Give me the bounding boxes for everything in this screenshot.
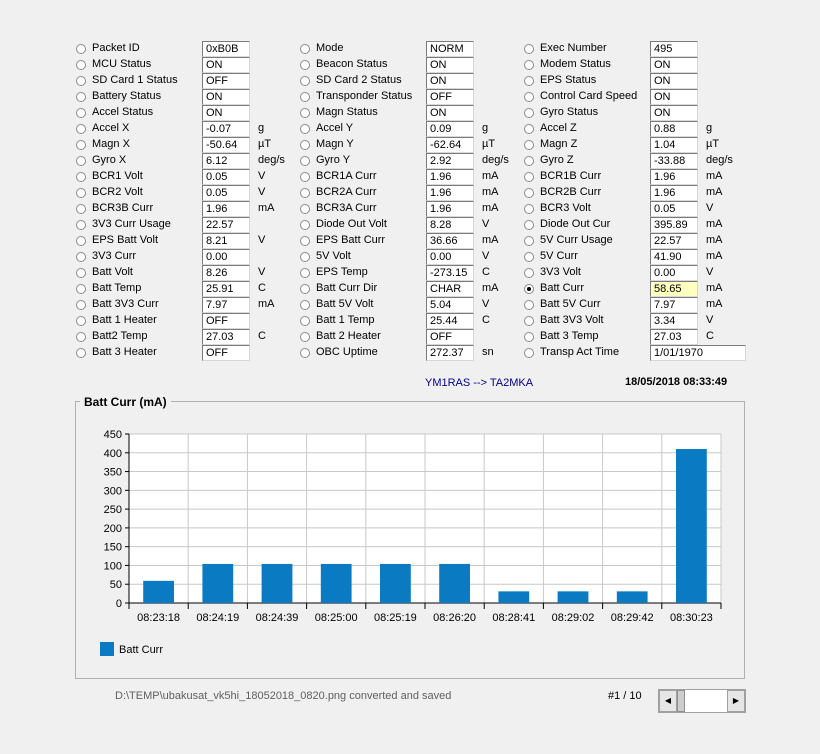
field-value-box: CHAR — [426, 281, 474, 297]
field-value-box: 0.09 — [426, 121, 474, 137]
field-row — [0, 41, 820, 57]
scroll-thumb[interactable] — [677, 690, 685, 712]
field-value-box: 0.00 — [202, 249, 250, 265]
field-label: Batt Temp — [92, 282, 142, 294]
field-label: Batt 3 Temp — [540, 330, 599, 342]
field-value-box: 25.44 — [426, 313, 474, 329]
field-label: BCR2B Curr — [540, 186, 602, 198]
legend-swatch — [100, 642, 114, 656]
x-tick-label: 08:30:23 — [669, 612, 713, 624]
field-radio-button[interactable] — [524, 108, 534, 118]
field-label: EPS Batt Volt — [92, 234, 159, 246]
field-value-box: -62.64 — [426, 137, 474, 153]
y-tick-label: 300 — [103, 485, 122, 498]
x-tick-label: 08:25:00 — [314, 612, 358, 624]
field-radio-button[interactable] — [524, 188, 534, 198]
field-value-box: -0.07 — [202, 121, 250, 137]
field-value-box: 1.96 — [426, 185, 474, 201]
field-unit: g — [258, 122, 265, 134]
bar — [439, 564, 470, 603]
field-radio-button[interactable] — [524, 284, 534, 294]
x-tick-label: 08:26:20 — [433, 612, 477, 624]
field-value-box: NORM — [426, 41, 474, 57]
field-unit: deg/s — [258, 154, 285, 166]
field-unit: mA — [482, 186, 499, 198]
field-label: Batt 3 Heater — [92, 346, 157, 358]
field-label: Batt2 Temp — [92, 330, 148, 342]
x-tick-label: 08:29:42 — [610, 612, 654, 624]
field-unit: mA — [482, 234, 499, 246]
field-unit: C — [482, 266, 490, 278]
field-value-box: 41.90 — [650, 249, 698, 265]
field-value-box: 1.96 — [426, 169, 474, 185]
field-label: 3V3 Volt — [540, 266, 581, 278]
field-value-box: OFF — [202, 345, 250, 361]
field-label: SD Card 1 Status — [92, 74, 178, 86]
field-label: Magn Y — [316, 138, 354, 150]
field-row — [0, 169, 820, 185]
field-row — [0, 217, 820, 233]
field-value-box: -33.88 — [650, 153, 698, 169]
field-unit: V — [706, 314, 714, 326]
field-value-box: 8.21 — [202, 233, 250, 249]
y-tick-label: 400 — [103, 447, 122, 460]
field-label: Accel Status — [92, 106, 154, 118]
field-unit: V — [706, 266, 714, 278]
field-unit: C — [482, 314, 490, 326]
field-value-box: 7.97 — [650, 297, 698, 313]
field-row — [0, 329, 820, 345]
field-unit: V — [258, 234, 266, 246]
bar — [498, 591, 529, 603]
field-value-box: ON — [426, 105, 474, 121]
field-row — [0, 297, 820, 313]
field-label: Batt Curr — [540, 282, 585, 294]
field-label: Batt 3V3 Curr — [92, 298, 159, 310]
field-radio-button[interactable] — [524, 156, 534, 166]
field-label: BCR3B Curr — [92, 202, 154, 214]
field-value-box: 1.96 — [426, 201, 474, 217]
field-label: BCR2A Curr — [316, 186, 377, 198]
page-counter: #1 / 10 — [608, 690, 642, 702]
field-unit: mA — [706, 186, 723, 198]
field-value-box: ON — [202, 105, 250, 121]
field-label: Gyro Status — [540, 106, 599, 118]
field-unit: mA — [258, 298, 275, 310]
field-row — [0, 201, 820, 217]
field-value-box: 25.91 — [202, 281, 250, 297]
field-label: Batt 1 Heater — [92, 314, 157, 326]
field-label: Gyro Y — [316, 154, 351, 166]
field-radio-button[interactable] — [524, 92, 534, 102]
field-unit: mA — [706, 250, 723, 262]
bar — [143, 581, 174, 603]
field-label: Exec Number — [540, 42, 607, 54]
field-unit: mA — [482, 282, 499, 294]
field-value-box: 0.00 — [650, 265, 698, 281]
field-radio-button[interactable] — [524, 76, 534, 86]
field-label: 5V Curr — [540, 250, 578, 262]
field-unit: mA — [706, 170, 723, 182]
field-unit: mA — [706, 218, 723, 230]
field-label: Accel Z — [540, 122, 577, 134]
field-unit: deg/s — [482, 154, 509, 166]
bar — [202, 564, 233, 603]
field-label: EPS Batt Curr — [316, 234, 386, 246]
field-radio-button[interactable] — [524, 204, 534, 214]
field-value-box: 0.88 — [650, 121, 698, 137]
field-row — [0, 89, 820, 105]
field-row — [0, 265, 820, 281]
field-value-box: ON — [650, 73, 698, 89]
field-label: Transp Act Time — [540, 346, 620, 358]
field-unit: C — [258, 282, 266, 294]
field-label: BCR1B Curr — [540, 170, 602, 182]
field-label: Batt 3V3 Volt — [540, 314, 604, 326]
field-unit: mA — [706, 234, 723, 246]
page-scrollbar[interactable] — [658, 689, 746, 713]
callsign-route: YM1RAS --> TA2MKA — [425, 377, 534, 389]
field-value-box: 36.66 — [426, 233, 474, 249]
field-radio-button[interactable] — [524, 124, 534, 134]
field-unit: V — [706, 202, 714, 214]
y-tick-label: 250 — [103, 504, 122, 517]
field-value-box: 0.05 — [202, 169, 250, 185]
field-label: BCR1 Volt — [92, 170, 143, 182]
field-row — [0, 105, 820, 121]
field-row — [0, 73, 820, 89]
status-message: D:\TEMP\ubakusat_vk5hi_18052018_0820.png converted and saved — [115, 690, 452, 702]
field-label: OBC Uptime — [316, 346, 378, 358]
field-value-box: ON — [426, 57, 474, 73]
field-label: Modem Status — [540, 58, 611, 70]
field-unit: mA — [482, 202, 499, 214]
field-unit: V — [482, 250, 490, 262]
field-label: Magn Status — [316, 106, 378, 118]
field-value-box: 1.96 — [650, 169, 698, 185]
field-label: Beacon Status — [316, 58, 388, 70]
field-row — [0, 249, 820, 265]
field-unit: deg/s — [706, 154, 733, 166]
field-radio-button[interactable] — [524, 140, 534, 150]
field-value-box: 0.00 — [426, 249, 474, 265]
field-row — [0, 185, 820, 201]
field-value-box: 8.28 — [426, 217, 474, 233]
y-tick-label: 50 — [109, 579, 122, 592]
field-label: Gyro X — [92, 154, 127, 166]
field-value-box: ON — [650, 57, 698, 73]
field-label: Packet ID — [92, 42, 140, 54]
field-label: BCR1A Curr — [316, 170, 377, 182]
field-label: 5V Volt — [316, 250, 351, 262]
field-value-box: 0.05 — [202, 185, 250, 201]
scroll-left-button[interactable]: ◀ — [659, 690, 677, 712]
field-row — [0, 153, 820, 169]
chart-groupbox — [75, 401, 745, 679]
field-radio-button[interactable] — [524, 252, 534, 262]
field-value-box: 0.05 — [650, 201, 698, 217]
field-unit: V — [258, 170, 266, 182]
field-radio-button[interactable] — [524, 316, 534, 326]
field-radio-button[interactable] — [524, 44, 534, 54]
field-unit: mA — [706, 282, 723, 294]
field-value-box: 495 — [650, 41, 698, 57]
telemetry-grid — [0, 0, 820, 370]
field-label: Diode Out Cur — [540, 218, 611, 230]
y-tick-label: 350 — [103, 466, 122, 479]
field-value-box: 58.65 — [650, 281, 698, 297]
bar — [321, 564, 352, 603]
field-label: BCR3A Curr — [316, 202, 377, 214]
field-label: 3V3 Curr — [92, 250, 137, 262]
field-label: Transponder Status — [316, 90, 413, 102]
field-value-box: OFF — [202, 73, 250, 89]
field-row — [0, 313, 820, 329]
field-value-box: 0xB0B — [202, 41, 250, 57]
field-unit: C — [258, 330, 266, 342]
x-tick-label: 08:23:18 — [137, 612, 181, 624]
field-label: Accel Y — [316, 122, 354, 134]
field-label: Batt 2 Heater — [316, 330, 381, 342]
field-value-box: 27.03 — [650, 329, 698, 345]
bar — [380, 564, 411, 603]
bar — [558, 591, 589, 603]
field-label: Battery Status — [92, 90, 162, 102]
field-value-box: 272.37 — [426, 345, 474, 361]
x-tick-label: 08:25:19 — [373, 612, 417, 624]
field-value-box: 6.12 — [202, 153, 250, 169]
field-value-box: 22.57 — [650, 233, 698, 249]
field-radio-button[interactable] — [524, 332, 534, 342]
scroll-right-button[interactable]: ▶ — [727, 690, 745, 712]
field-value-box: 2.92 — [426, 153, 474, 169]
bar — [262, 564, 293, 603]
field-value-box: -273.15 — [426, 265, 474, 281]
x-tick-label: 08:28:41 — [492, 612, 536, 624]
field-label: Magn Z — [540, 138, 578, 150]
field-unit: mA — [706, 298, 723, 310]
field-label: Batt Volt — [92, 266, 133, 278]
field-radio-button[interactable] — [524, 268, 534, 278]
field-value-box: 5.04 — [426, 297, 474, 313]
bar — [676, 449, 707, 603]
x-tick-label: 08:24:19 — [196, 612, 240, 624]
field-value-box: 27.03 — [202, 329, 250, 345]
field-label: EPS Temp — [316, 266, 368, 278]
field-value-box: 1/01/1970 — [650, 345, 746, 361]
field-value-box: ON — [202, 57, 250, 73]
field-label: Batt Curr Dir — [316, 282, 378, 294]
field-label: 3V3 Curr Usage — [92, 218, 171, 230]
legend-label: Batt Curr — [119, 644, 164, 656]
field-value-box: -50.64 — [202, 137, 250, 153]
field-value-box: 8.26 — [202, 265, 250, 281]
field-value-box: ON — [650, 105, 698, 121]
y-tick-label: 0 — [115, 598, 122, 610]
field-unit: µT — [706, 138, 720, 150]
field-radio-button[interactable] — [524, 236, 534, 246]
field-value-box: OFF — [426, 329, 474, 345]
field-value-box: 395.89 — [650, 217, 698, 233]
field-radio-button[interactable] — [524, 172, 534, 182]
field-label: Diode Out Volt — [316, 218, 387, 230]
field-value-box: ON — [650, 89, 698, 105]
field-unit: mA — [482, 170, 499, 182]
x-tick-label: 08:24:39 — [255, 612, 299, 624]
field-unit: µT — [258, 138, 272, 150]
field-unit: sn — [482, 346, 494, 358]
field-radio-button[interactable] — [524, 60, 534, 70]
field-row — [0, 121, 820, 137]
field-unit: V — [258, 186, 266, 198]
y-tick-label: 450 — [103, 429, 122, 441]
field-row — [0, 57, 820, 73]
chart-title: Batt Curr (mA) — [80, 395, 171, 409]
field-radio-button[interactable] — [524, 220, 534, 230]
field-value-box: ON — [426, 73, 474, 89]
bar — [617, 591, 648, 603]
field-unit: V — [482, 298, 490, 310]
field-row — [0, 345, 820, 361]
field-label: MCU Status — [92, 58, 152, 70]
field-label: BCR2 Volt — [92, 186, 143, 198]
y-tick-label: 200 — [103, 522, 122, 535]
bar-chart — [76, 402, 744, 678]
field-label: SD Card 2 Status — [316, 74, 402, 86]
field-value-box: OFF — [426, 89, 474, 105]
field-value-box: 1.96 — [202, 201, 250, 217]
field-label: BCR3 Volt — [540, 202, 591, 214]
field-value-box: 1.96 — [650, 185, 698, 201]
field-unit: g — [482, 122, 489, 134]
y-tick-label: 150 — [103, 541, 122, 554]
field-label: Control Card Speed — [540, 90, 638, 102]
x-tick-label: 08:29:02 — [551, 612, 595, 624]
field-unit: µT — [482, 138, 496, 150]
field-value-box: 7.97 — [202, 297, 250, 313]
field-radio-button[interactable] — [524, 348, 534, 358]
field-label: EPS Status — [540, 74, 597, 86]
packet-timestamp: 18/05/2018 08:33:49 — [625, 376, 728, 388]
field-unit: mA — [258, 202, 275, 214]
field-row — [0, 233, 820, 249]
field-unit: V — [482, 218, 490, 230]
field-value-box: 1.04 — [650, 137, 698, 153]
field-unit: g — [706, 122, 713, 134]
field-label: Batt 5V Curr — [540, 298, 601, 310]
field-label: Batt 5V Volt — [316, 298, 374, 310]
field-unit: C — [706, 330, 714, 342]
field-radio-button[interactable] — [524, 300, 534, 310]
field-value-box: OFF — [202, 313, 250, 329]
field-value-box: 3.34 — [650, 313, 698, 329]
field-value-box: ON — [202, 89, 250, 105]
field-row — [0, 281, 820, 297]
field-label: Batt 1 Temp — [316, 314, 375, 326]
field-unit: V — [258, 266, 266, 278]
field-label: Accel X — [92, 122, 130, 134]
y-tick-label: 100 — [103, 560, 122, 573]
field-value-box: 22.57 — [202, 217, 250, 233]
field-label: Gyro Z — [540, 154, 574, 166]
field-label: Mode — [316, 42, 344, 54]
field-row — [0, 137, 820, 153]
field-label: Magn X — [92, 138, 130, 150]
field-label: 5V Curr Usage — [540, 234, 613, 246]
